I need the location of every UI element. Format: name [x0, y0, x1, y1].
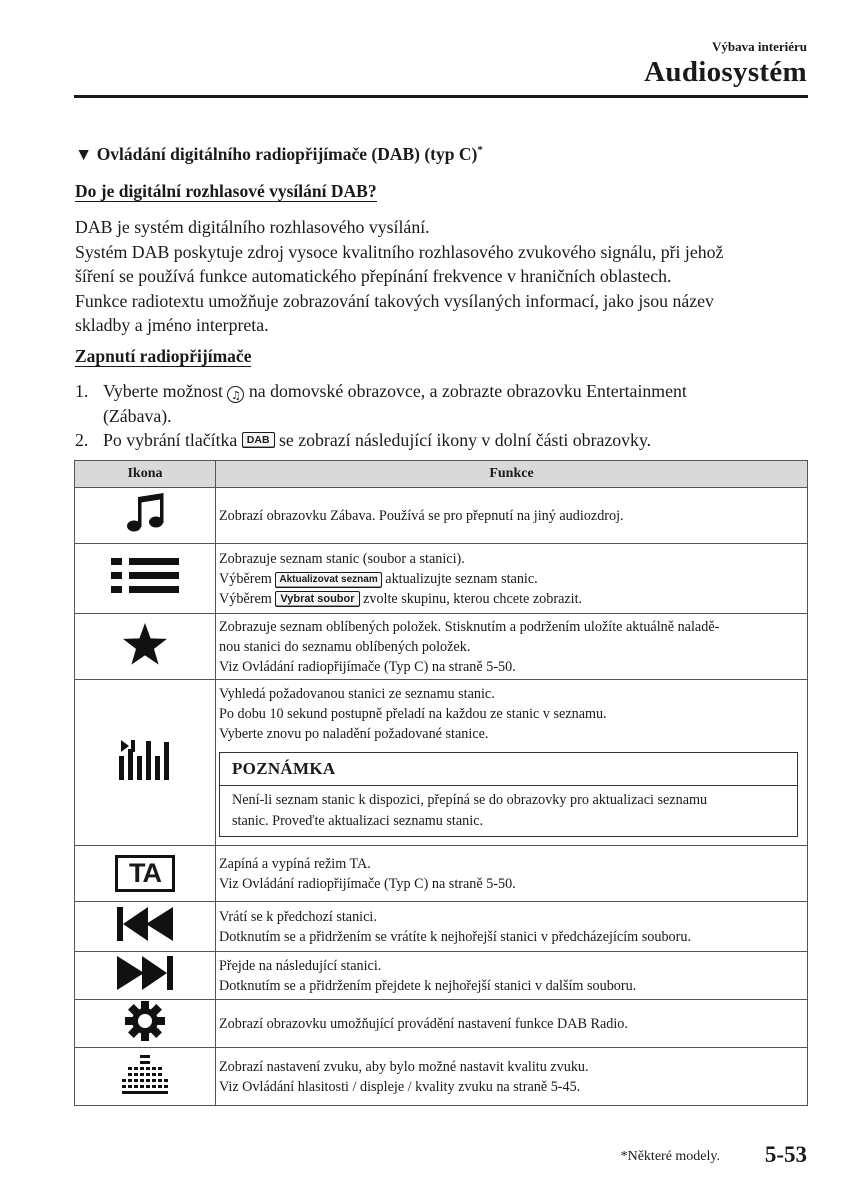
- function-line: Dotknutím se a přidržením se vrátíte k nejhořejší stanici v předcházejícím souboru.: [219, 928, 691, 945]
- table-row: [75, 1000, 808, 1048]
- function-line: Zobrazí obrazovku Zábava. Používá se pro přepnutí na jiný audiozdroj.: [219, 507, 624, 524]
- section-title-text: ▼ Ovládání digitálního radiopřijímače (DAB) (typ C): [75, 144, 478, 164]
- table-row: [75, 902, 808, 952]
- note-title: POZNÁMKA: [220, 753, 797, 786]
- function-description: [216, 846, 808, 902]
- function-line: Zobrazuje seznam oblíbených položek. Stisknutím a podržením uložíte aktuálně naladě-: [219, 618, 720, 635]
- gear-icon: [75, 1000, 216, 1048]
- select-ensemble-chip: Vybrat soubor: [275, 591, 359, 607]
- paragraph-line: Systém DAB poskytuje zdroj vysoce kvalitního rozhlasového zvukového signálu, při jehož: [75, 241, 724, 262]
- function-text: zvolte skupinu, kterou chcete zobrazit.: [363, 590, 583, 607]
- step-text: Vyberte možnost: [103, 381, 223, 401]
- function-description: [216, 952, 808, 1000]
- section-title-mark: *: [477, 144, 483, 157]
- function-description: [216, 680, 808, 846]
- function-line: Zobrazí obrazovku umožňující provádění nastavení funkce DAB Radio.: [219, 1015, 628, 1032]
- function-line: Zobrazí nastavení zvuku, aby bylo možné nastavit kvalitu zvuku.: [219, 1058, 589, 1075]
- entertainment-music-icon: ♫: [227, 386, 244, 403]
- paragraph-line: šíření se používá funkce automatického přepínání frekvence v hraničních oblastech.: [75, 266, 672, 286]
- function-description: [216, 1048, 808, 1106]
- note-body: [220, 786, 797, 836]
- function-line: Viz Ovládání hlasitosti / displeje / kvality zvuku na straně 5-45.: [219, 1078, 581, 1095]
- function-line: Vrátí se k předchozí stanici.: [219, 908, 377, 925]
- step-text-continued: (Zábava).: [103, 405, 172, 426]
- page-number: 5-53: [764, 1142, 807, 1167]
- header-title: Audiosystém: [644, 56, 807, 88]
- function-description: [216, 1000, 808, 1048]
- previous-track-icon: [75, 902, 216, 952]
- paragraph-line: Funkce radiotextu umožňuje zobrazování takových vysílaných informací, jako jsou název: [75, 290, 714, 311]
- icon-function-table: [74, 460, 808, 1106]
- subheading-what-is-dab: Do je digitální rozhlasové vysílání DAB?: [75, 181, 377, 201]
- table-header-row: [75, 461, 808, 488]
- step-text: Po vybrání tlačítka: [103, 430, 238, 450]
- function-line: Viz Ovládání radiopřijímače (Typ C) na straně 5-50.: [219, 658, 516, 675]
- star-icon: [75, 614, 216, 680]
- paragraph-line: DAB je systém digitálního rozhlasového vysílání.: [75, 217, 430, 237]
- function-line: Dotknutím se a přidržením přejdete k nejhořejší stanici v dalším souboru.: [219, 977, 637, 994]
- dab-button-chip: DAB: [242, 432, 275, 448]
- function-line: nou stanici do seznamu oblíbených položek.: [219, 638, 471, 655]
- footnote: *Některé modely.: [620, 1149, 720, 1164]
- header-section-label: Výbava interiéru: [712, 39, 807, 54]
- next-track-icon: [75, 952, 216, 1000]
- scan-icon: [75, 680, 216, 846]
- step-number: 2.: [75, 430, 89, 450]
- table-row: [75, 614, 808, 680]
- step-number: 1.: [75, 381, 89, 401]
- table-row: [75, 488, 808, 544]
- column-header-function: Funkce: [216, 461, 808, 488]
- table-row: [75, 544, 808, 614]
- step-text: na domovské obrazovce, a zobrazte obrazovku Entertainment: [248, 381, 687, 401]
- function-line: Zapíná a vypíná režim TA.: [219, 855, 371, 872]
- table-row: [75, 846, 808, 902]
- function-line: Přejde na následující stanici.: [219, 957, 382, 974]
- what-is-dab-paragraph: [75, 215, 815, 338]
- ta-icon: TA: [115, 855, 175, 892]
- function-description: [216, 488, 808, 544]
- update-list-chip: Aktualizovat seznam: [275, 572, 381, 588]
- function-description: [216, 544, 808, 614]
- header-rule: [74, 95, 808, 98]
- table-row: [75, 680, 808, 846]
- music-icon: [75, 488, 216, 544]
- function-text: Výběrem: [219, 590, 272, 607]
- column-header-icon: Ikona: [75, 461, 216, 488]
- function-description: [216, 902, 808, 952]
- step-2: [75, 428, 651, 453]
- table-row: [75, 1048, 808, 1106]
- function-line: Zobrazuje seznam stanic (soubor a stanici).: [219, 550, 465, 567]
- paragraph-line: skladby a jméno interpreta.: [75, 315, 269, 335]
- note-line: stanic. Proveďte aktualizaci seznamu stanic.: [232, 813, 484, 829]
- step-1: [75, 379, 687, 428]
- function-line: Po dobu 10 sekund postupně přeladí na každou ze stanic v seznamu.: [219, 706, 607, 722]
- function-line: Vyhledá požadovanou stanici ze seznamu stanic.: [219, 686, 495, 702]
- function-description: [216, 614, 808, 680]
- section-title: [75, 144, 483, 165]
- table-row: [75, 952, 808, 1000]
- function-text: Výběrem: [219, 570, 272, 587]
- note-box: [219, 752, 798, 837]
- list-icon: [75, 544, 216, 614]
- function-line: Viz Ovládání radiopřijímače (Typ C) na straně 5-50.: [219, 875, 516, 892]
- step-text: se zobrazí následující ikony v dolní části obrazovky.: [278, 430, 652, 450]
- function-text: aktualizujte seznam stanic.: [385, 570, 538, 587]
- subheading-switch-on: Zapnutí radiopřijímače: [75, 346, 252, 366]
- sound-equalizer-icon: [75, 1048, 216, 1106]
- note-line: Není-li seznam stanic k dispozici, přepíná se do obrazovky pro aktualizaci seznamu: [232, 792, 708, 808]
- function-line: Vyberte znovu po naladění požadované stanice.: [219, 726, 489, 742]
